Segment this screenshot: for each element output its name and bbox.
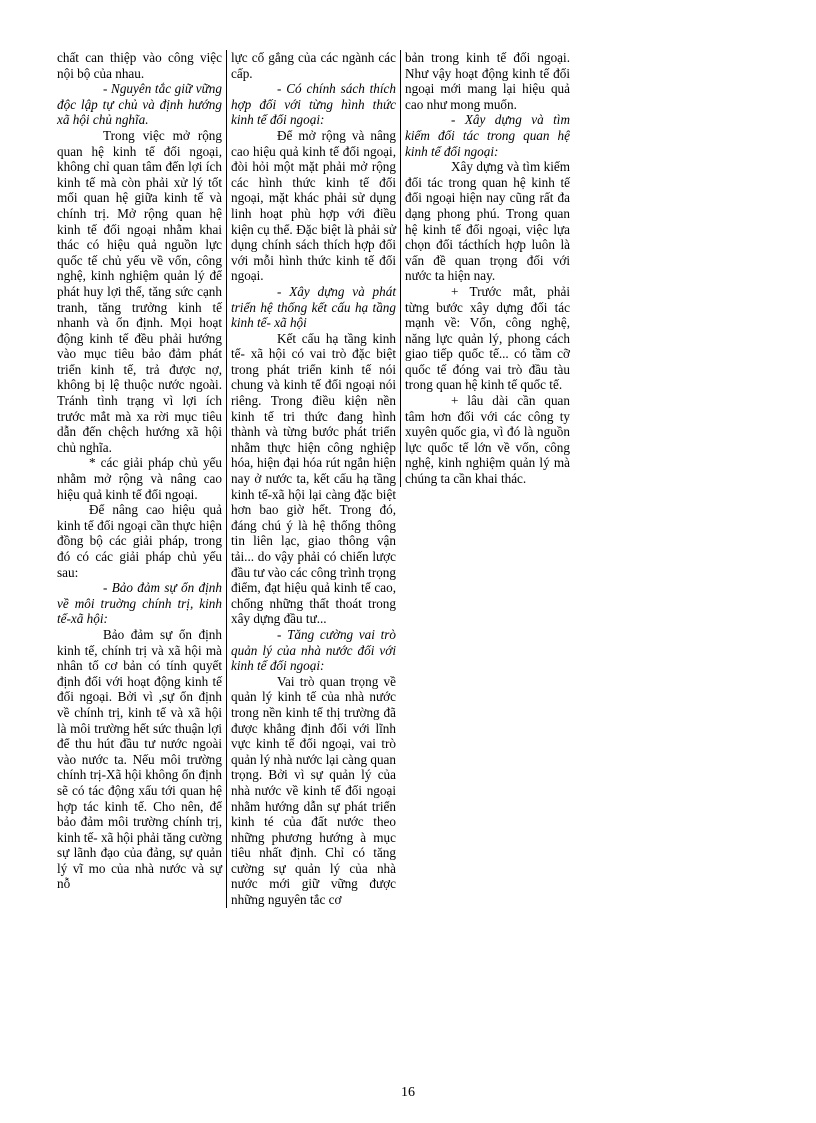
column-2: [226, 50, 400, 908]
col2-paragraph: lực cố gắng của các ngành các cấp.: [231, 50, 396, 81]
col1-paragraph: chất can thiệp vào công việc nội bộ của nhau.: [57, 50, 222, 81]
col2-paragraph: Vai trò quan trọng về quản lý kinh tế của nhà nước trong nền kinh tế thị trường đã được khẳng định đối với lĩnh vực kinh tế đối ngoại, vai trò quản lý nhà nước lại càng quan trọng. Bởi vì sự quản lý của nhà nước về kinh tế đối ngoại nhằm hướng dẫn sự phát triển kinh té của đất nước theo những phương hướng à mục tiêu nhất định. Chỉ có tăng cường sự quản lý của nhà nước mới giữ vững được những nguyên tắc cơ: [231, 673, 396, 908]
col3-paragraph: + Trước mắt, phải từng bước xây dựng đối tác mạnh về: Vốn, công nghệ, năng lực quản lý, phong cách giao tiếp quốc tế... có tầm cỡ quốc tế đóng vai trò đầu tàu trong quan hệ kinh tế quốc tế.: [405, 283, 570, 393]
col3-paragraph: + lâu dài cần quan tâm hơn đối với các công ty xuyên quốc gia, vì đó là nguồn lực quốc tế lớn về vốn, công nghệ, kinh nghiệm quản lý mà chúng ta cần khai thác.: [405, 393, 570, 487]
col1-paragraph: Trong việc mở rộng quan hệ kinh tế đối ngoại, không chỉ quan tâm đến lợi ích kinh tế mà còn phải xử lý tốt mối quan hệ giữa kinh tế và chính trị. Mở rộng quan hệ kinh tế đối ngoại nhằm khai thác có hiệu quả nguồn lực quốc tế chủ yếu về vốn, công nghệ, kinh nghiệm quản lý để phát huy lợi thế, tăng sức cạnh tranh, tăng trưởng kinh tế nhanh và ổn định. Mọi hoạt động kinh tế đều phải hướng vào mục tiêu bảo đảm phát triển kinh tế, trả được nợ, không bị lệ thuộc nước ngoài. Tránh tình trạng vì lợi ích trước mắt mà xa rời mục tiêu dẫn đến chệch hướng xã hội chủ nghĩa.: [57, 127, 222, 455]
col2-paragraph: Để mở rộng và nâng cao hiệu quả kinh tế đối ngoại, đòi hỏi một mặt phải mở rộng các hình thức kinh tế đối ngoại, mặt khác phải sử dụng linh hoạt phù hợp với điều kiện cụ thể. Đặc biệt là phải sử dụng chính sách thích hợp đối với mỗi hình thức kinh tế đối ngoại.: [231, 127, 396, 284]
col3-paragraph: bản trong kinh tế đối ngoại. Như vậy hoạt động kinh tế đối ngoại mới mang lại hiệu quả cao như mong muốn.: [405, 50, 570, 112]
col1-paragraph: * các giải pháp chủ yếu nhằm mở rộng và nâng cao hiệu quả kinh tế đối ngoại.: [57, 455, 222, 502]
col2-paragraph: - Xây dựng và phát triển hệ thống kết cấu hạ tầng kinh tế- xã hội: [231, 283, 396, 331]
column-1: [57, 50, 226, 892]
page-number: 16: [401, 1085, 415, 1100]
col1-paragraph: - Bảo đảm sự ổn định về môi truờng chính trị, kinh tế-xã hội:: [57, 580, 222, 627]
col3-paragraph: Xây dựng và tìm kiếm đối tác trong quan hệ kinh tế đối ngoại hiện nay cũng rất đa dạng phong phú. Trong quan hệ kinh tế đối ngoại, việc lựa chọn đối tácthích hợp luôn là vấn đề quan trọng đối với nước ta hiện nay.: [405, 159, 570, 284]
column-3: [400, 50, 570, 487]
col3-paragraph: - Xây dựng và tìm kiếm đối tác trong quan hệ kinh tế đối ngoại:: [405, 112, 570, 159]
col2-paragraph: - Có chính sách thích hợp đối với từng hình thức kinh tế đối ngoại:: [231, 81, 396, 128]
col2-paragraph: Kết cấu hạ tầng kinh tế- xã hội có vai trò đặc biệt trong phát triển kinh tế nói chung và kinh tế đối ngoại nói riêng. Trong điều kiện nền kinh tế tri thức đang hình thành và từng bước phát triển nhằm thực hiện công nghiệp hóa, hiện đại hóa rút ngắn hiện nay ở nước ta, kết cấu hạ tầng kinh tế-xã hội lại càng đặc biệt hơn bao giờ hết. Trong đó, đáng chú ý là hệ thống thông tin liên lạc, giao thông vận tải... do vậy phải có chiến lược đầu tư vào các công trình trọng điểm, đạt hiệu quả kinh tế cao, chống những thất thoát trong xây dựng đầu tư...: [231, 330, 396, 627]
col1-paragraph: Để nâng cao hiệu quả kinh tế đối ngoại cần thực hiện đồng bộ các giải pháp, trong đó có các giải pháp chủ yếu sau:: [57, 502, 222, 580]
col2-paragraph: - Tăng cường vai trò quản lý của nhà nước đối với kinh tế đối ngoại:: [231, 626, 396, 674]
col1-paragraph: Bảo đảm sự ổn định kinh tế, chính trị và xã hội mà nhân tố cơ bản có tính quyết định đối với hoạt động kinh tế đối ngoại. Bởi vì ,sự ổn định về chính trị, kinh tế và xã hội là môi trường hết sức thuận lợi để thu hút đầu tư nước ngoài vào nước ta. Nếu môi trường chính trị-Xã hội không ổn định sẽ có tác động xấu tới quan hệ hợp tác kinh tế. Cho nên, để bảo đảm môi trường chính trị, kinh tế- xã hội phải tăng cường sự lãnh đạo của đảng, sự quản lý vĩ mo của nhà nước và sự nỗ: [57, 626, 223, 892]
text-columns: [57, 50, 570, 908]
col1-paragraph: - Nguyên tắc giữ vững độc lập tự chủ và định hướng xã hội chủ nghĩa.: [57, 81, 222, 128]
